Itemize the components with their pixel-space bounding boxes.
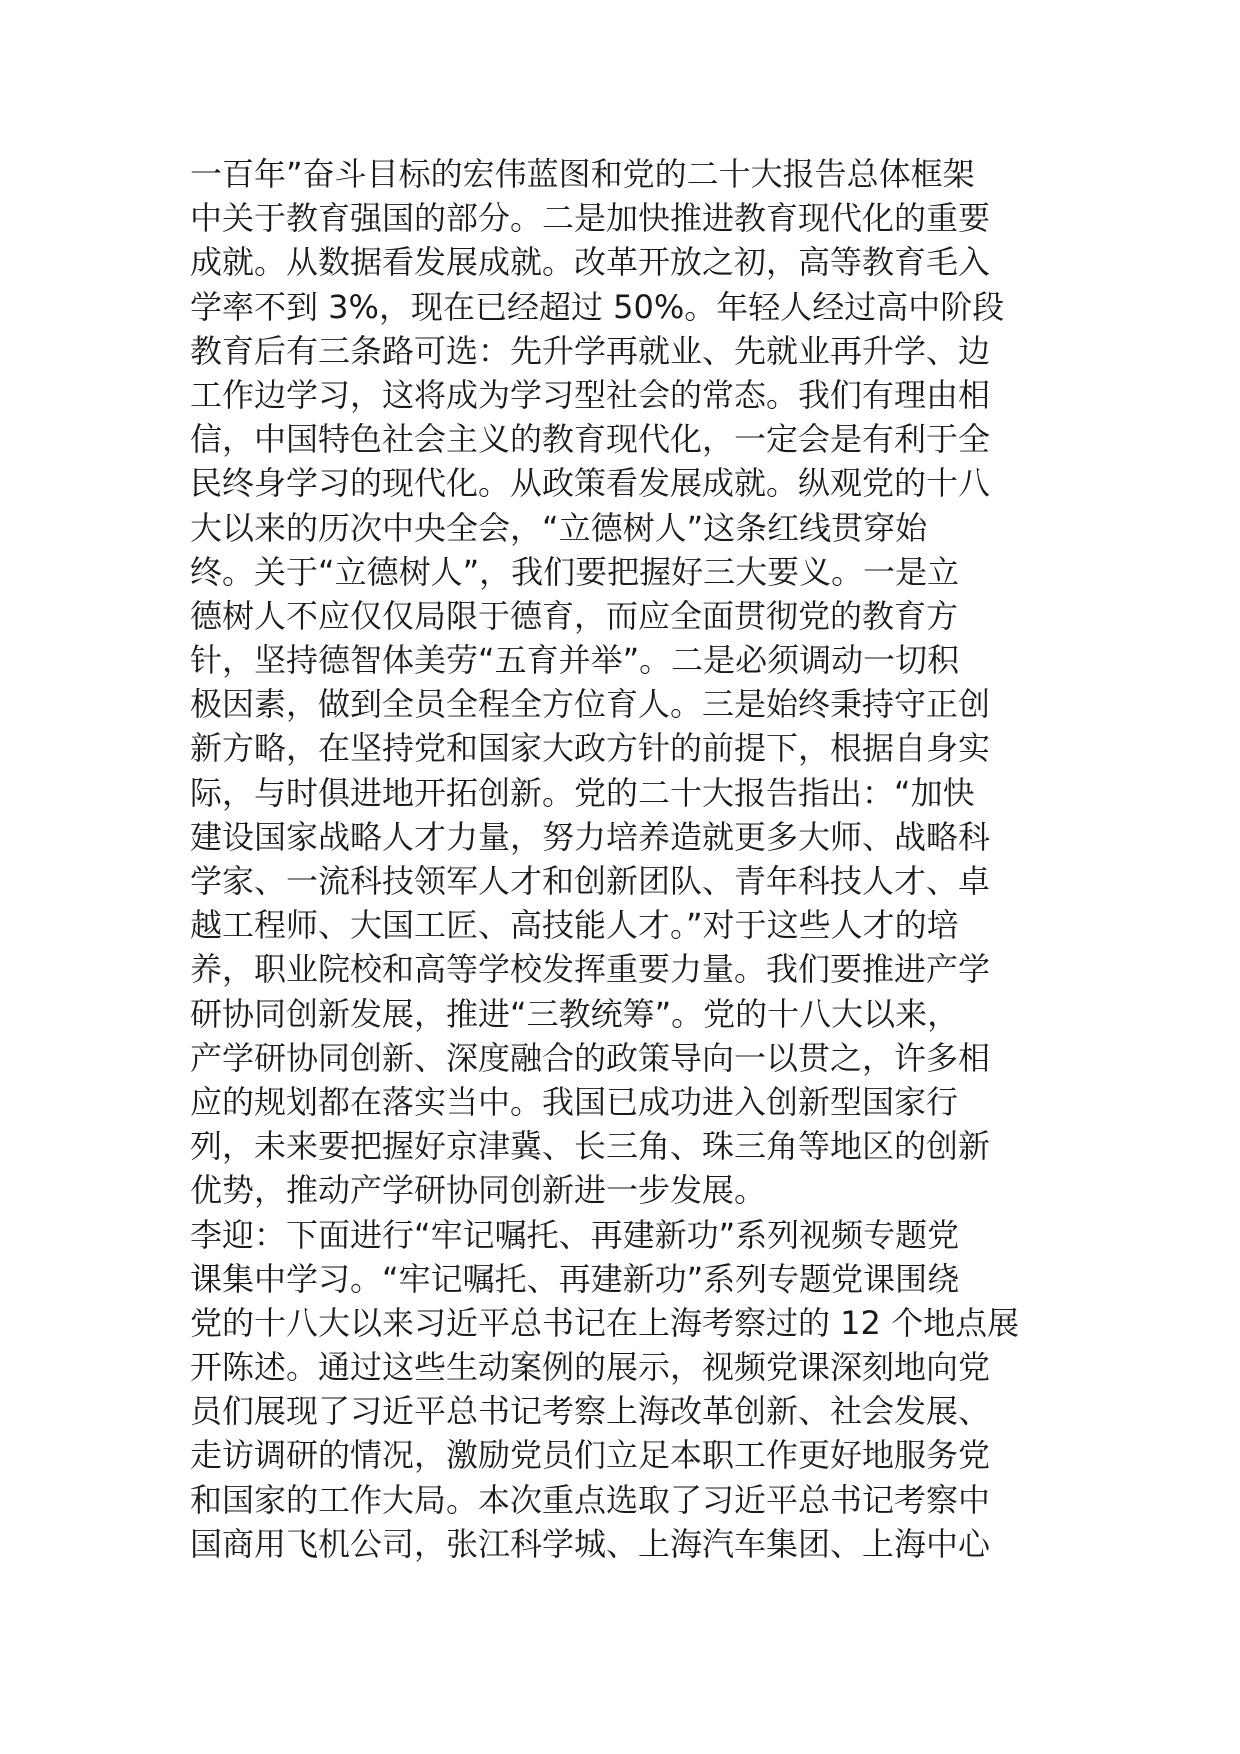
body-text [190,152,1054,1566]
text-line: 越工程师、大国工匠、高技能人才。”对于这些人才的培 [190,906,959,945]
text-line: 和国家的工作大局。本次重点选取了习近平总书记考察中 [190,1480,991,1519]
text-line: 德树人不应仅仅局限于德育，而应全面贯彻党的教育方 [190,596,959,635]
text-line: 成就。从数据看发展成就。改革开放之初，高等教育毛入 [190,243,991,282]
text-line: 终。关于“立德树人”，我们要把握好三大要义。一是立 [190,552,960,591]
text-line: 应的规划都在落实当中。我国已成功进入创新型国家行 [190,1082,959,1121]
text-line: 际，与时俱进地开拓创新。党的二十大报告指出：“加快 [190,773,975,812]
text-line: 学率不到 3%，现在已经超过 50%。年轻人经过高中阶段 [190,287,1005,326]
text-line: 开陈述。通过这些生动案例的展示，视频党课深刻地向党 [190,1348,991,1387]
text-line: 工作边学习，这将成为学习型社会的常态。我们有理由相 [190,375,991,414]
text-line: 针，坚持德智体美劳“五育并举”。二是必须调动一切积 [190,641,960,680]
text-line: 极因素，做到全员全程全方位育人。三是始终秉持守正创 [190,685,991,724]
text-line: 走访调研的情况，激励党员们立足本职工作更好地服务党 [190,1436,991,1475]
text-line: 党的十八大以来习近平总书记在上海考察过的 12 个地点展 [190,1303,1020,1342]
paragraph-1 [190,152,1054,1213]
text-line: 学家、一流科技领军人才和创新团队、青年科技人才、卓 [190,862,991,900]
text-line: 员们展现了习近平总书记考察上海改革创新、社会发展、 [190,1392,991,1431]
text-line: 民终身学习的现代化。从政策看发展成就。纵观党的十八 [190,464,991,503]
text-line: 课集中学习。“牢记嘱托、再建新功”系列专题党课围绕 [190,1259,960,1298]
text-line: 列，未来要把握好京津冀、长三角、珠三角等地区的创新 [190,1127,991,1166]
text-line: 教育后有三条路可选：先升学再就业、先就业再升学、边 [190,331,991,370]
text-line: 李迎：下面进行“牢记嘱托、再建新功”系列视频专题党 [190,1215,960,1254]
text-line: 一百年”奋斗目标的宏伟蓝图和党的二十大报告总体框架 [190,155,975,193]
text-line: 信，中国特色社会主义的教育现代化，一定会是有利于全 [190,420,991,459]
paragraph-2 [190,1213,1054,1567]
text-line: 新方略，在坚持党和国家大政方针的前提下，根据自身实 [190,729,991,768]
text-line: 研协同创新发展，推进“三教统筹”。党的十八大以来， [190,994,960,1033]
text-line: 建设国家战略人才力量，努力培养造就更多大师、战略科 [190,817,991,856]
text-line: 产学研协同创新、深度融合的政策导向一以贯之，许多相 [190,1038,991,1077]
text-line: 大以来的历次中央全会，“立德树人”这条红线贯穿始 [190,508,928,547]
text-line: 优势，推动产学研协同创新进一步发展。 [190,1171,767,1210]
text-line: 养，职业院校和高等学校发挥重要力量。我们要推进产学 [190,950,991,989]
text-line: 国商用飞机公司，张江科学城、上海汽车集团、上海中心 [190,1524,991,1563]
text-line: 中关于教育强国的部分。二是加快推进教育现代化的重要 [190,199,991,238]
